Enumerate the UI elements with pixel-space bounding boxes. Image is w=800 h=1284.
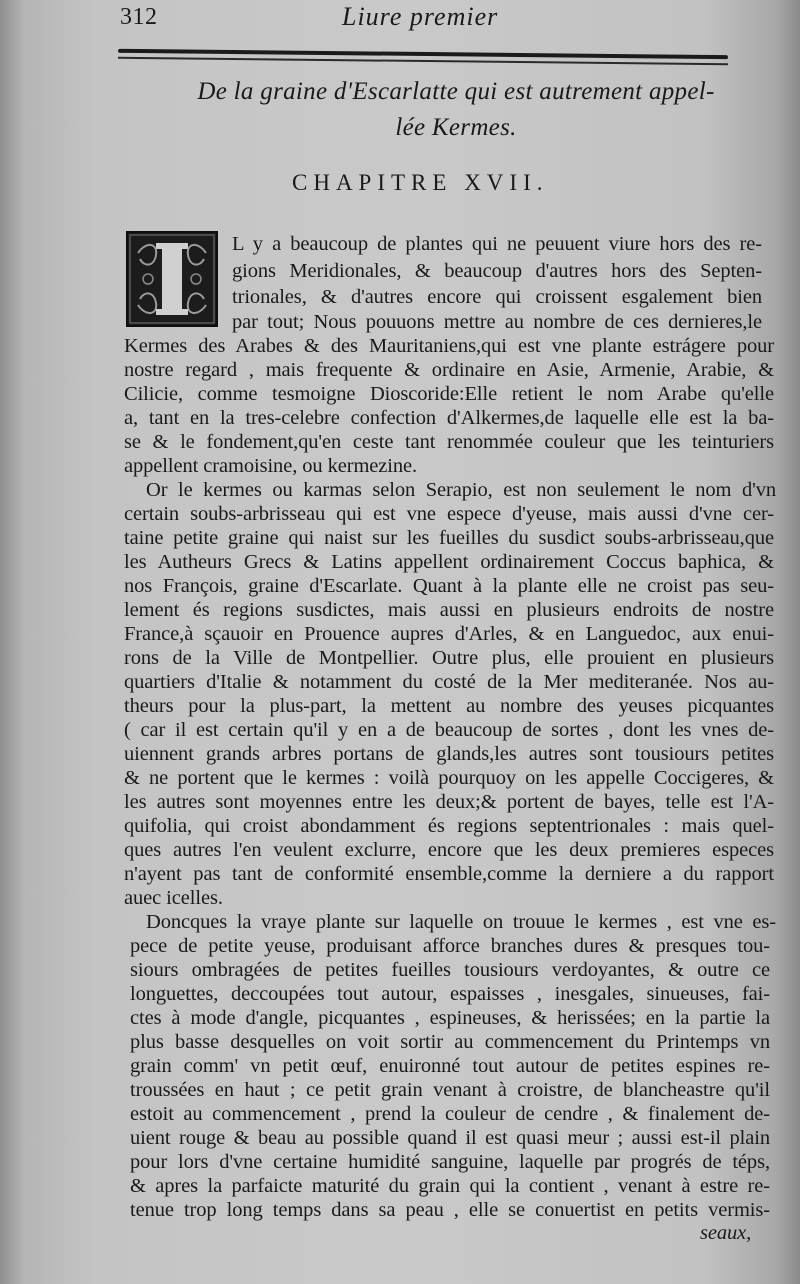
text-line: pece de petite yeuse, produisant afforce branches dures & presques tou- xyxy=(130,935,770,957)
text-line: taine petite graine qui naist sur les fueilles du susdict soubs-arbrisseau,que xyxy=(124,527,774,549)
text-line: France,à sçauoir en Prouence aupres d'Arles, & en Languedoc, aux enui- xyxy=(124,623,774,645)
text-line: appellent cramoisine, ou kermezine. xyxy=(124,455,418,477)
text-line: par tout; Nous pouuons mettre au nombre de ces dernieres,le xyxy=(232,311,762,333)
text-line: ( car il est certain qu'il y en a de beaucoup de sortes , dont les vnes de- xyxy=(124,719,774,741)
text-line: gions Meridionales, & beaucoup d'autres hors des Septen- xyxy=(232,260,762,282)
section-title-line-1: De la graine d'Escarlatte qui est autrement appel- xyxy=(197,78,715,105)
section-title-line-2: lée Kermes. xyxy=(395,114,517,141)
text-line: troussées en haut ; ce petit grain venant à croistre, de blancheastre qu'il xyxy=(130,1079,770,1101)
text-line: se & le fondement,qu'en ceste tant renommée couleur que les teinturiers xyxy=(124,431,774,453)
text-line: quartiers d'Italie & notamment du costé de la Mer mediteranée. Nos au- xyxy=(124,671,774,693)
text-line: & apres la parfaicte maturité du grain qui la contient , venant à estre re- xyxy=(130,1175,770,1197)
text-line: & ne portent que le kermes : voilà pourquoy on les appelle Coccigeres, & xyxy=(124,767,774,789)
text-line: uient rouge & beau au possible quand il est quasi meur ; aussi est-il plain xyxy=(130,1127,770,1149)
text-line: nos François, graine d'Escarlate. Quant à la plante elle ne croist pas seu- xyxy=(124,575,774,597)
text-line: certain soubs-arbrisseau qui est vne espece d'yeuse, mais aussi d'vne cer- xyxy=(124,503,774,525)
text-line: plus basse desquelles on voit sortir au commencement du Printemps vn xyxy=(130,1031,770,1053)
running-title: Liure premier xyxy=(342,2,499,31)
text-line: L y a beaucoup de plantes qui ne peuuent viure hors des re- xyxy=(232,233,762,255)
text-line: quifolia, qui croist abondamment és regions septentrionales : mais quel- xyxy=(124,815,774,837)
text-line: nostre regard , mais frequente & ordinaire en Asie, Armenie, Arabie, & xyxy=(124,359,774,381)
text-line: pour lors d'vne certaine humidité sanguine, laquelle par progrés de téps, xyxy=(130,1151,770,1173)
catchword: seaux, xyxy=(700,1222,752,1244)
text-line: ques autres l'en veulent exclurre, encore que les deux premieres especes xyxy=(124,839,774,861)
text-line: siours ombragées de petites fueilles tousiours verdoyantes, & outre ce xyxy=(130,959,770,981)
text-line: estoit au commencement , prend la couleur de cendre , & finalement de- xyxy=(130,1103,770,1125)
text-line: Kermes des Arabes & des Mauritaniens,qui est vne plante estrágere pour xyxy=(124,335,774,357)
page-number: 312 xyxy=(120,4,158,30)
text-line: grain comm' vn petit œuf, enuironné tout autour de petites espines re- xyxy=(130,1055,770,1077)
text-line: les autres sont moyennes entre les deux;& portent de bayes, telle est l'A- xyxy=(124,791,774,813)
text-line: a, tant en la tres-celebre confection d'Alkermes,de laquelle elle est la ba- xyxy=(124,407,774,429)
text-line: uiennent grands arbres portans de glands,les autres sont tousiours petites xyxy=(124,743,774,765)
text-line: les Autheurs Grecs & Latins appellent ordinairement Coccus baphica, & xyxy=(124,551,774,573)
text-line: auec icelles. xyxy=(124,887,223,909)
chapter-heading: CHAPITRE XVII. xyxy=(292,170,549,195)
text-line: Doncques la vraye plante sur laquelle on trouue le kermes , est vne es- xyxy=(146,911,776,933)
text-line: tenue trop long temps dans sa peau , elle se conuertist en petits vermis- xyxy=(130,1199,770,1221)
text-line: Cilicie, comme tesmoigne Dioscoride:Elle retient le nom Arabe qu'elle xyxy=(124,383,774,405)
text-line: Or le kermes ou karmas selon Serapio, est non seulement le nom d'vn xyxy=(146,479,776,501)
text-line: longuettes, deccoupées tout autour, espaisses , inesgales, sinueuses, fai- xyxy=(130,983,770,1005)
text-line: lement és regions susdictes, mais aussi en plusieurs endroits de nostre xyxy=(124,599,774,621)
text-line: rons de la Ville de Montpellier. Outre plus, elle prouient en plusieurs xyxy=(124,647,774,669)
text-line: ctes à mode d'angle, picquantes , espineuses, & herissées; en la partie la xyxy=(130,1007,770,1029)
text-line: trionales, & d'autres encore qui croissent esgalement bien xyxy=(232,286,762,308)
text-line: theurs pour la plus-part, la mettent au nombre des yeuses picquantes xyxy=(124,695,774,717)
text-line: n'ayent pas tant de conformité ensemble,comme la derniere a du rapport xyxy=(124,863,774,885)
